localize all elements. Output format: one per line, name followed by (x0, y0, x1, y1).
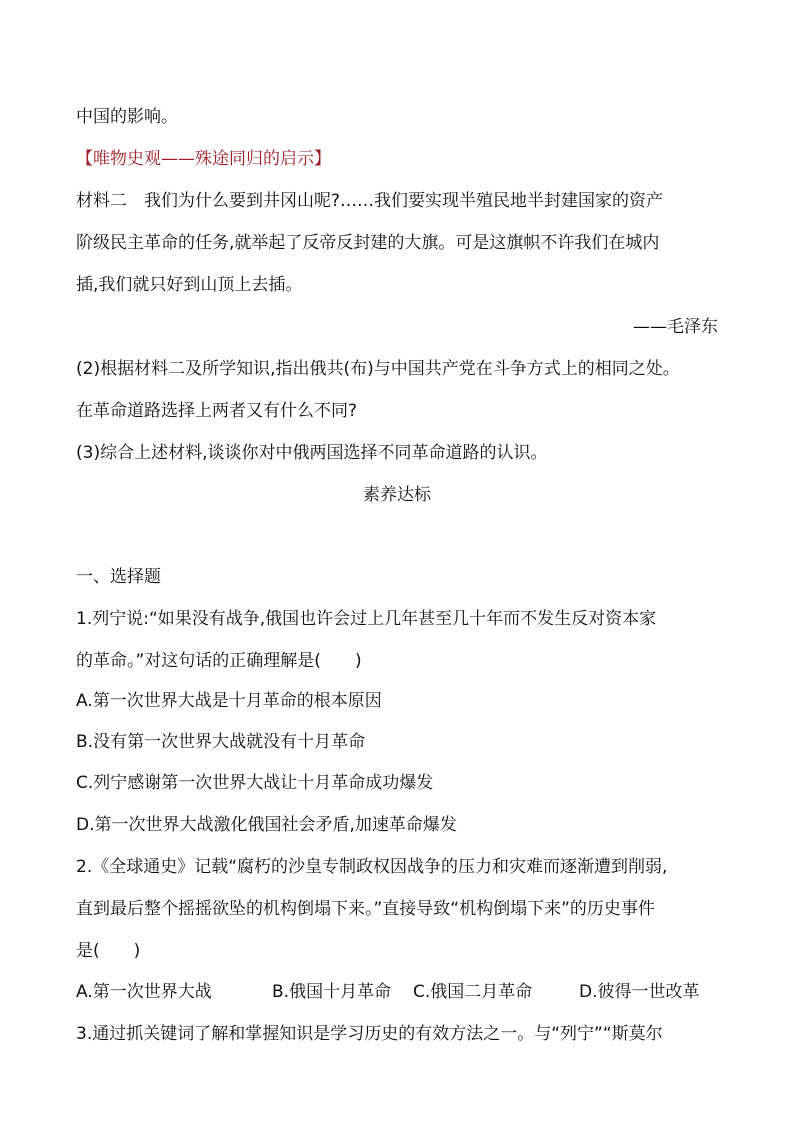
material-text-line: 插,我们就只好到山顶上去插。 (76, 275, 303, 295)
option-b: B.俄国十月革命 (272, 982, 392, 1002)
question-stem: 是( ) (76, 941, 141, 961)
option-c: C.列宁感谢第一次世界大战让十月革命成功爆发 (76, 773, 434, 793)
options-row (76, 981, 726, 1003)
material-text-line: 阶级民主革命的任务,就举起了反帝反封建的大旗。可是这旗帜不许我们在城内 (76, 233, 660, 253)
option-b: B.没有第一次世界大战就没有十月革命 (76, 732, 366, 752)
question-stem: 2.《全球通史》记载“腐朽的沙皇专制政权因战争的压力和灾难而逐渐遭到削弱, (76, 857, 668, 877)
question-2-line: (2)根据材料二及所学知识,指出俄共(布)与中国共产党在斗争方式上的相同之处。 (76, 359, 680, 379)
attribution: ——毛泽东 (633, 317, 718, 337)
option-a: A.第一次世界大战是十月革命的根本原因 (76, 691, 382, 711)
section-heading: 【唯物史观——殊途同归的启示】 (76, 149, 331, 169)
option-d: D.第一次世界大战激化俄国社会矛盾,加速革命爆发 (76, 815, 457, 835)
question-stem: 的革命。”对这句话的正确理解是( ) (76, 651, 362, 671)
exercise-section: 一、选择题 (76, 567, 161, 587)
option-c: C.俄国二月革命 (413, 982, 533, 1002)
material-text-line: 材料二 我们为什么要到井冈山呢?……我们要实现半殖民地半封建国家的资产 (76, 191, 664, 211)
question-stem: 直到最后整个摇摇欲坠的机构倒塌下来。”直接导致“机构倒塌下来”的历史事件 (76, 899, 655, 919)
intro-tail: 中国的影响。 (76, 107, 178, 127)
question-3: (3)综合上述材料,谈谈你对中俄两国选择不同革命道路的认识。 (76, 443, 548, 463)
question-2-line: 在革命道路选择上两者又有什么不同? (76, 401, 358, 421)
question-stem: 3.通过抓关键词了解和掌握知识是学习历史的有效方法之一。与“列宁”“斯莫尔 (76, 1024, 663, 1044)
option-a: A.第一次世界大战 (76, 982, 212, 1002)
exercise-title: 素养达标 (363, 485, 431, 505)
option-d: D.彼得一世改革 (579, 982, 700, 1002)
question-stem: 1.列宁说:“如果没有战争,俄国也许会过上几年甚至几十年而不发生反对资本家 (76, 609, 657, 629)
